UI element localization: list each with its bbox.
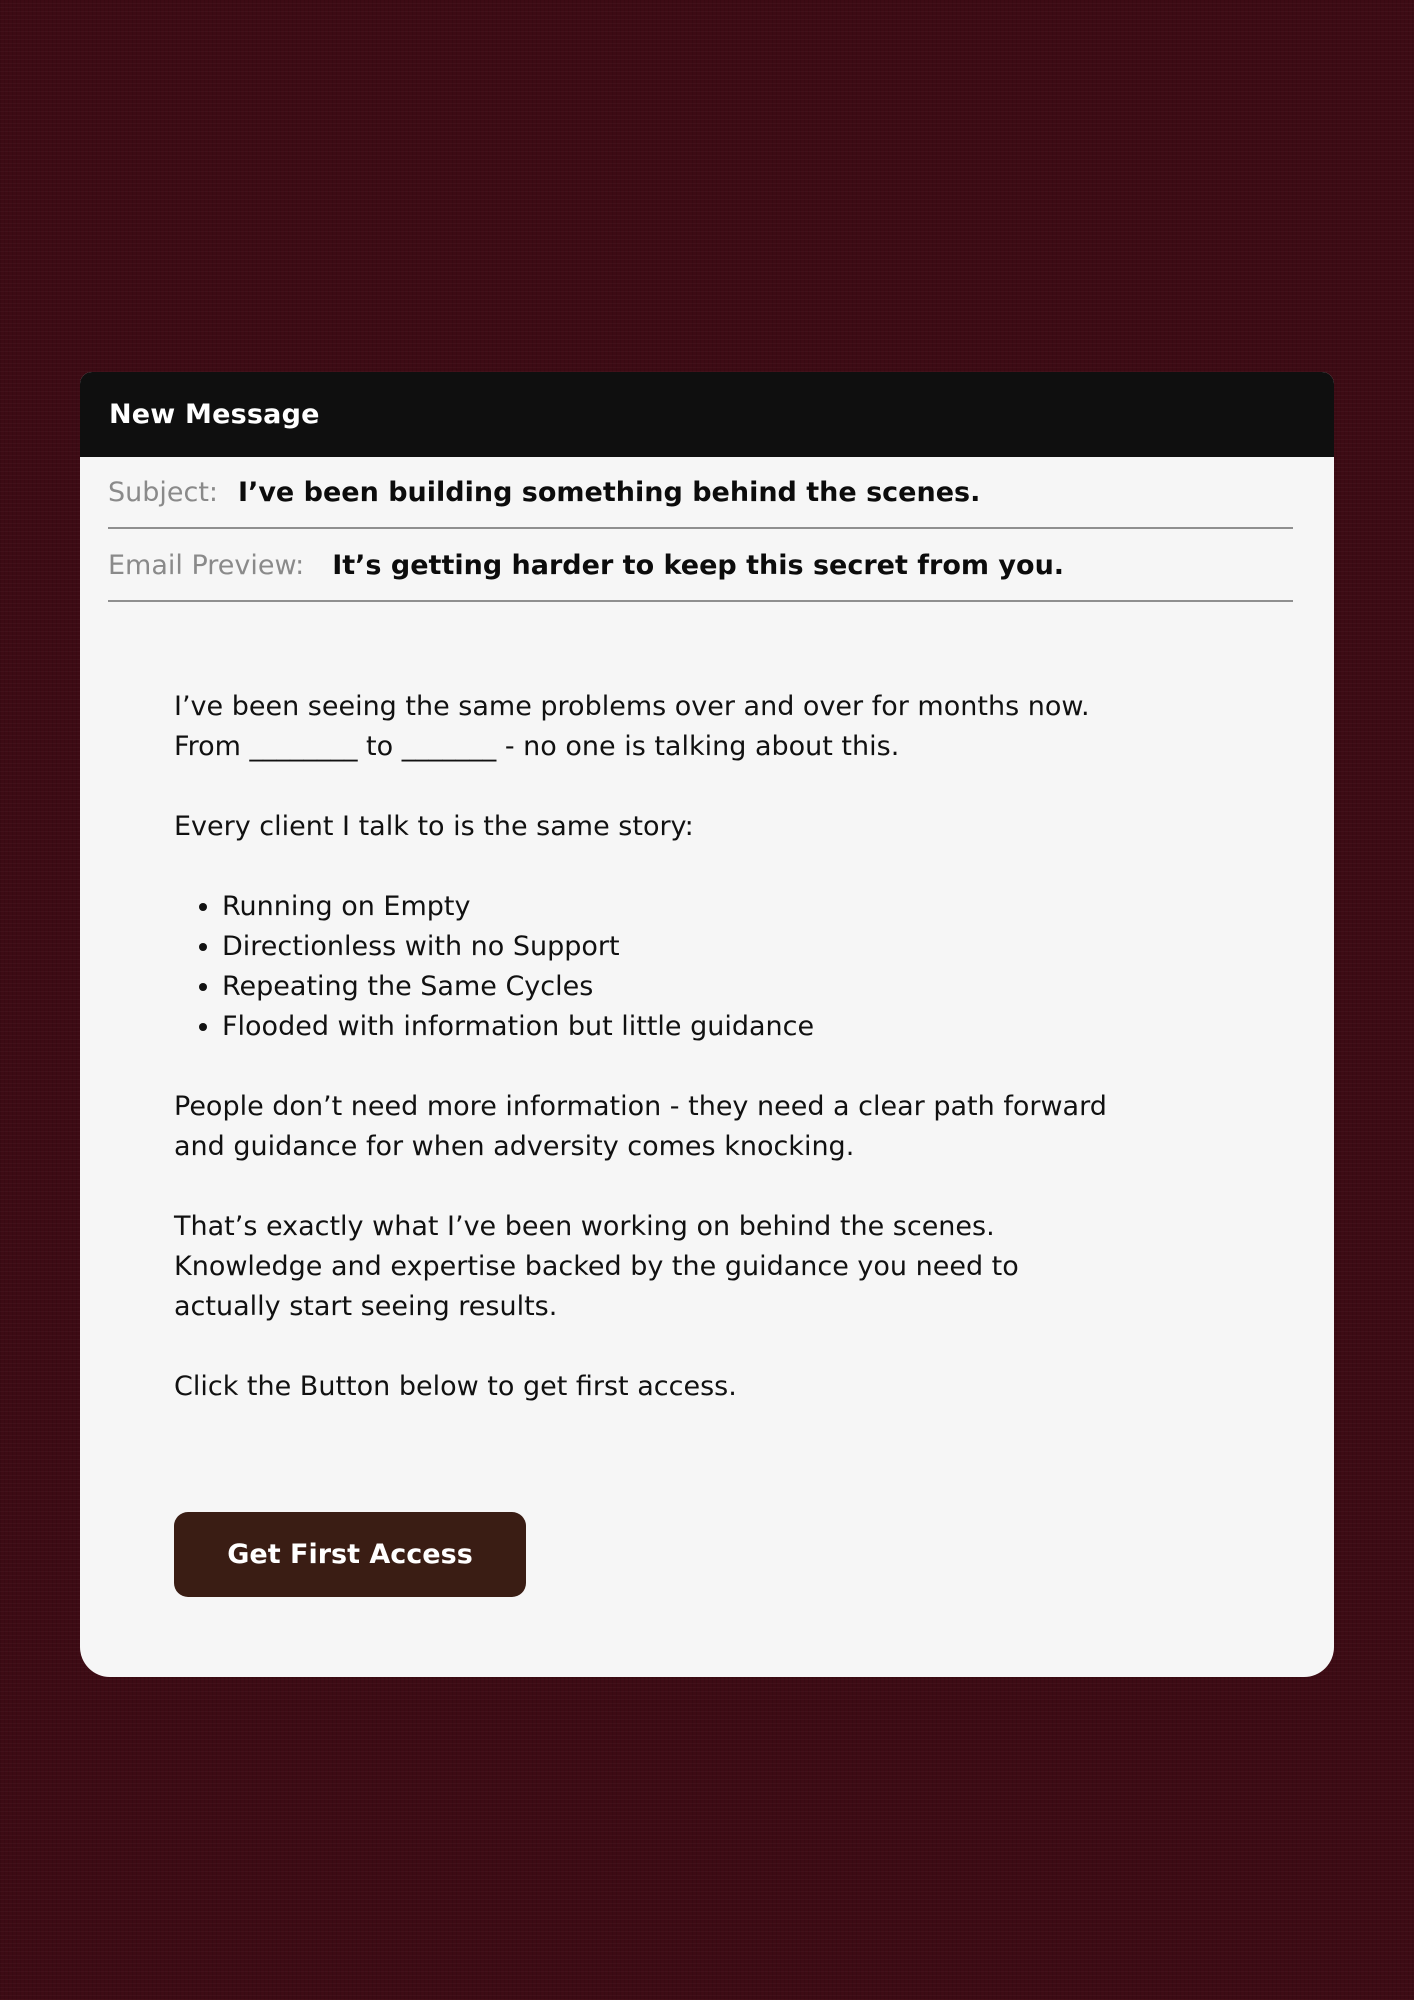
need-line-1: People don’t need more information - they need a clear path forward — [174, 1091, 1107, 1122]
email-body — [174, 687, 1274, 1447]
need-paragraph — [174, 1087, 1274, 1167]
email-compose-window — [80, 372, 1334, 1677]
preview-field[interactable]: It’s getting harder to keep this secret from you. — [332, 549, 1065, 581]
need-line-2: and guidance for when adversity comes knocking. — [174, 1131, 855, 1162]
intro-line-1: I’ve been seeing the same problems over and over for months now. — [174, 691, 1090, 722]
list-item: • Running on Empty — [222, 887, 1274, 927]
work-line-2: Knowledge and expertise backed by the guidance you need to — [174, 1251, 1019, 1282]
cta-intro: Click the Button below to get first access. — [174, 1371, 737, 1402]
preview-row — [108, 530, 1293, 602]
window-titlebar — [80, 372, 1334, 457]
list-item: • Repeating the Same Cycles — [222, 967, 1274, 1007]
window-title: New Message — [109, 399, 320, 430]
subject-field[interactable]: I’ve been building something behind the scenes. — [238, 476, 981, 508]
work-line-1: That’s exactly what I’ve been working on behind the scenes. — [174, 1211, 995, 1242]
intro-paragraph — [174, 687, 1274, 767]
problem-list — [174, 887, 1274, 1047]
subject-label: Subject: — [108, 476, 219, 508]
list-item: • Flooded with information but little guidance — [222, 1007, 1274, 1047]
preview-label: Email Preview: — [108, 549, 305, 581]
list-item: • Directionless with no Support — [222, 927, 1274, 967]
subject-row — [108, 457, 1293, 529]
get-first-access-button[interactable]: Get First Access — [174, 1512, 526, 1597]
work-line-3: actually start seeing results. — [174, 1291, 558, 1322]
work-paragraph — [174, 1207, 1274, 1327]
intro-line-2: From ________ to _______ - no one is talking about this. — [174, 731, 900, 762]
story-intro: Every client I talk to is the same story: — [174, 811, 694, 842]
